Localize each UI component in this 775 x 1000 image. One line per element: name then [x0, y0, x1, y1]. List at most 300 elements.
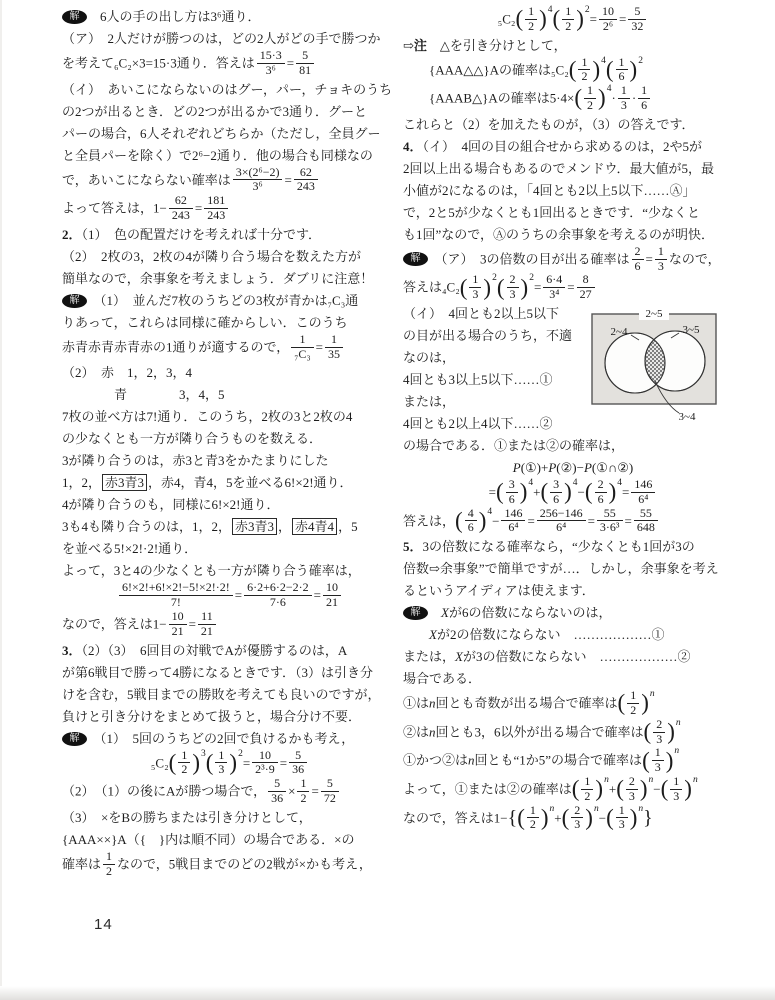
denominator: 2 — [630, 702, 637, 717]
text-run: パーの場合，6人それぞれどちらか（ただし，全員グー — [62, 125, 381, 141]
numerator: 8 — [577, 273, 595, 288]
text-run: (①)+ — [520, 459, 549, 475]
paren-fraction — [168, 747, 206, 779]
denominator: 3 — [657, 258, 664, 273]
text-line — [62, 450, 398, 472]
denominator: 2 — [181, 762, 188, 777]
text-line — [403, 274, 743, 303]
text-line — [62, 640, 398, 662]
paren-fraction — [606, 802, 644, 834]
numerator: 146 — [631, 478, 655, 493]
text-line — [62, 428, 398, 450]
fraction — [215, 749, 227, 778]
text-run: ₅C₂ — [150, 754, 169, 770]
fraction — [577, 273, 595, 302]
text-run: なので，5戦目までのどの2戦が×かも考え， — [117, 856, 372, 872]
close-paren: ) — [639, 776, 648, 802]
text-run: = — [284, 171, 292, 187]
text-run: なのは， — [403, 349, 456, 365]
fraction — [469, 273, 481, 302]
text-run: = — [279, 754, 288, 770]
exponent: 4 — [572, 477, 578, 488]
denominator: 3 — [620, 97, 627, 112]
paren-fraction — [205, 747, 243, 779]
text-run: = — [315, 339, 323, 355]
numerator: 2 — [595, 478, 607, 493]
close-paren: ) — [564, 479, 572, 505]
exponent: n — [593, 803, 599, 814]
exponent: 4 — [528, 477, 534, 488]
denominator: 3⁴ — [549, 287, 560, 302]
text-run: (②)− — [556, 459, 584, 475]
text-run: （2）（3） 6回目の対戦でAが優勝するのは，A — [81, 642, 348, 658]
open-paren: ( — [642, 747, 650, 773]
scan-bottom-shadow — [0, 986, 775, 1000]
text-run: なので，答えは1− — [62, 616, 167, 632]
boxed-text: 赤4青4 — [292, 518, 337, 535]
venn-label-left-set: 2~4 — [610, 325, 628, 338]
text-line — [62, 778, 398, 807]
close-paren: ) — [608, 479, 617, 505]
text-line — [403, 505, 743, 537]
fraction — [291, 333, 313, 362]
close-paren: ) — [598, 85, 606, 111]
denominator: 3 — [628, 788, 635, 803]
numerator: 256−146 — [537, 507, 586, 522]
text-run: = — [567, 279, 575, 295]
text-line — [62, 362, 398, 384]
text-line — [403, 435, 743, 457]
fraction — [178, 749, 190, 778]
exponent: 2 — [529, 273, 534, 284]
paren-fraction — [584, 476, 622, 508]
text-run: = — [587, 512, 595, 528]
open-paren: ( — [584, 479, 593, 505]
open-paren: ( — [606, 804, 614, 830]
numerator: 62 — [294, 166, 318, 181]
fraction — [670, 775, 682, 804]
open-paren: ( — [643, 719, 652, 745]
fraction — [550, 478, 562, 507]
open-paren: ( — [455, 507, 463, 533]
text-run: なので，答えは1− — [403, 809, 508, 825]
denominator: 3 — [654, 760, 661, 775]
boxed-text: 赤3青3 — [102, 474, 147, 491]
text-run: = — [194, 200, 203, 216]
denominator: 35 — [327, 346, 340, 361]
text-run: ②は — [403, 724, 430, 740]
text-line — [62, 224, 398, 246]
text-run: るというアイディアは使えます． — [403, 583, 595, 599]
numerator: 10 — [599, 5, 617, 20]
close-paren: ) — [667, 719, 675, 745]
close-paren: ) — [629, 56, 638, 82]
text-run: = — [533, 279, 542, 295]
text-line — [403, 369, 587, 391]
fraction — [628, 5, 646, 34]
bold-text: 2． — [62, 226, 82, 242]
fraction — [297, 777, 309, 806]
text-run: + — [608, 781, 617, 797]
numerator: 10 — [169, 610, 187, 625]
numerator: 181 — [204, 194, 228, 209]
paren-fraction — [660, 773, 698, 805]
numerator: 1 — [469, 273, 481, 288]
denominator: 3 — [618, 817, 625, 832]
text-run: × — [288, 783, 296, 799]
text-line — [62, 145, 398, 167]
text-run: = — [234, 587, 243, 603]
text-run: 小値が2になるのは，「4回とも2以上5以下……Ⓐ」 — [403, 182, 696, 198]
text-run: または， — [403, 393, 456, 409]
denominator: 6 — [467, 520, 474, 535]
text-run: が第6戦目で勝って4勝になるときです．（3）は引き分 — [62, 664, 373, 680]
numerator: 5 — [296, 49, 314, 64]
fraction — [537, 507, 586, 536]
numerator: 1 — [652, 746, 664, 761]
fraction — [543, 273, 565, 302]
denominator: 6 — [641, 97, 648, 112]
numerator: 1 — [616, 56, 628, 71]
denominator: 2 — [565, 18, 572, 33]
text-run: ，5 — [338, 519, 358, 535]
denominator: 3 — [574, 817, 581, 832]
formula-line — [62, 582, 398, 611]
fraction — [244, 581, 312, 610]
numerator: 1 — [291, 333, 313, 348]
text-line — [62, 195, 398, 224]
numerator: 1 — [578, 56, 590, 71]
numerator: 15·3 — [257, 49, 285, 64]
text-run: 3も4も隣り合うのは，1，2， — [62, 519, 232, 535]
numerator: 2 — [632, 245, 644, 260]
text-run: （1） 5回のうちどの2回で負けるかも考え， — [87, 730, 355, 746]
numerator: 6·4 — [543, 273, 565, 288]
paren-fraction — [568, 54, 606, 86]
numerator: 10 — [323, 581, 341, 596]
numerator: 6!×2!+6!×2!−5!×2!·2! — [119, 581, 233, 596]
text-run: = — [311, 783, 319, 799]
text-run: {AAAB△}Aの確率は5·4× — [403, 90, 575, 106]
text-run: （イ） 4回の目の組合せから求めるのは，2や5が — [422, 138, 703, 154]
text-line — [62, 608, 398, 640]
figure-adjacent-text — [403, 303, 587, 435]
close-paren: ) — [483, 274, 492, 300]
fraction — [289, 749, 307, 778]
denominator: 6⁴ — [638, 491, 649, 506]
denominator: 3 — [218, 762, 225, 777]
numerator: 1 — [584, 84, 596, 99]
paren-fraction — [515, 6, 552, 35]
close-paren: ) — [684, 776, 692, 802]
fraction — [525, 5, 537, 34]
denominator: 7! — [170, 595, 181, 610]
denominator: 2³·9 — [255, 762, 275, 777]
text-line — [403, 347, 587, 369]
text-line — [403, 602, 743, 624]
text-line — [62, 706, 398, 728]
paren-fraction — [497, 274, 534, 303]
numerator: 1 — [618, 84, 630, 99]
text-run — [428, 605, 441, 620]
text-line — [62, 494, 398, 516]
text-line — [62, 662, 398, 684]
numerator: 11 — [198, 610, 216, 625]
close-paren: ) — [592, 56, 601, 82]
text-run: 3の倍数になる確率なら，“少なくとも1回が3の — [422, 539, 695, 555]
fraction — [638, 84, 650, 113]
exponent: 4 — [547, 5, 553, 15]
fraction — [527, 804, 539, 833]
numerator: 1 — [581, 775, 593, 790]
close-paren: ) — [478, 507, 487, 533]
boxed-text: 赤3青3 — [232, 518, 277, 535]
text-run: よって，①または②の確率は — [403, 781, 572, 797]
text-run: よって答えは，1− — [62, 200, 167, 216]
formula-line — [62, 747, 398, 779]
paren-fraction — [618, 690, 655, 719]
numerator: 3 — [550, 478, 562, 493]
text-line — [403, 54, 743, 86]
text-run: = — [242, 754, 251, 770]
text-run: （1） 並んだ7枚のうちどの3枚が青かは₇C₃通 — [87, 292, 359, 308]
close-paren: ) — [229, 749, 238, 775]
text-run: の2つが出るとき．どの2つが出るかで3通り．グーと — [62, 103, 367, 119]
fraction — [616, 804, 628, 833]
fraction — [581, 775, 593, 804]
figure-slot — [587, 303, 743, 427]
fraction — [616, 56, 628, 85]
paren-fraction — [540, 476, 578, 508]
exponent: 2 — [638, 55, 643, 66]
solution-badge: 解 — [62, 10, 87, 24]
text-line — [403, 413, 587, 435]
text-run: 1，2， — [62, 475, 102, 491]
text-line — [62, 516, 398, 538]
numerator: 5 — [628, 5, 646, 20]
denominator: 3 — [673, 788, 680, 803]
text-line — [62, 6, 398, 28]
text-run: 倍数⇨余事象”で簡単ですが…．しかし，余事象を考え — [403, 561, 719, 577]
denominator: 648 — [636, 520, 655, 535]
text-line — [62, 123, 398, 145]
math-variable: P — [548, 459, 557, 475]
text-line — [403, 391, 587, 413]
close-paren: ) — [519, 479, 528, 505]
text-run: も1回”なので，Ⓐのうちの余事象を考えるのが明快． — [403, 226, 715, 242]
numerator: 1 — [655, 245, 667, 260]
numerator: 1 — [103, 850, 115, 865]
denominator: 6 — [597, 491, 604, 506]
numerator: 1 — [325, 333, 343, 348]
text-run: − — [598, 809, 607, 825]
text-run: − — [492, 512, 500, 528]
left-column — [62, 6, 398, 879]
text-line — [62, 290, 398, 312]
fraction — [268, 777, 286, 806]
fraction — [571, 804, 583, 833]
exponent: n — [675, 717, 681, 728]
fraction — [323, 581, 341, 610]
close-paren: ) — [595, 776, 604, 802]
text-line — [62, 829, 398, 851]
text-run: ，赤4，青4，5を並べる6!×2!通り． — [148, 475, 353, 491]
text-run: けを含む，5戦目までの勝敗を考えても良いのですが， — [62, 686, 381, 702]
text-line — [62, 807, 398, 829]
text-run: − — [577, 484, 585, 500]
text-run: = — [621, 484, 630, 500]
denominator: 2 — [528, 18, 535, 33]
math-variable: X — [455, 649, 463, 665]
text-line — [62, 312, 398, 334]
math-variable: n — [429, 695, 436, 711]
text-run: = — [527, 512, 535, 528]
math-variable: n — [429, 724, 436, 740]
denominator: 2 — [587, 97, 594, 112]
open-paren: ( — [617, 690, 626, 716]
text-with-figure-row — [403, 303, 743, 435]
text-run: 4回とも2以上4以下……② — [403, 415, 553, 431]
text-run: が2の倍数にならない ………………① — [436, 627, 665, 643]
open-paren: ( — [496, 479, 504, 505]
paren-fraction — [561, 802, 599, 834]
paren-fraction — [571, 773, 609, 805]
text-run: {AAA××}A（{ }内は順不同）の場合である．×の — [62, 831, 355, 847]
numerator: 2 — [653, 718, 665, 733]
numerator: 1 — [670, 775, 682, 790]
fraction — [252, 749, 278, 778]
numerator: 62 — [169, 194, 193, 209]
numerator: 5 — [321, 777, 339, 792]
text-line — [403, 243, 743, 275]
text-run: を考えて₆C₂×3=15·3通り．答えは — [62, 55, 255, 71]
text-run: = — [624, 512, 632, 528]
right-column — [403, 6, 743, 833]
exponent: n — [638, 803, 644, 814]
fraction — [465, 507, 477, 536]
text-line — [403, 690, 743, 719]
text-run: 答えは₄C₂ — [403, 279, 460, 295]
fraction — [204, 194, 228, 223]
solution-badge: 解 — [403, 606, 428, 620]
fraction — [618, 84, 630, 113]
numerator: 55 — [597, 507, 623, 522]
text-run: ₅C₂ — [497, 11, 516, 27]
text-run: 答えは， — [403, 512, 456, 528]
text-run: 4が隣り合うのも，同様に6!×2!通り． — [62, 497, 280, 513]
fraction — [655, 245, 667, 274]
text-line — [403, 303, 587, 325]
denominator: 6 — [508, 491, 515, 506]
denominator: 3 — [472, 287, 479, 302]
numerator: 146 — [501, 507, 525, 522]
denominator: 32 — [631, 18, 644, 33]
numerator: 1 — [525, 5, 537, 20]
text-run: = — [618, 11, 627, 27]
numerator: 5 — [268, 777, 286, 792]
numerator: 2 — [571, 804, 583, 819]
numerator: 1 — [527, 804, 539, 819]
exponent: n — [692, 774, 698, 785]
text-line — [403, 536, 743, 558]
text-run: · — [611, 90, 616, 106]
text-run: （ア） 3の倍数の目が出る確率は — [428, 251, 630, 267]
text-run: （3） ×をBの勝ちまたは引き分けとして， — [62, 809, 312, 825]
text-line — [62, 246, 398, 268]
open-paren: ( — [568, 56, 577, 82]
denominator: 3 — [656, 731, 663, 746]
text-run: （1） 色の配置だけを考えれば十分です． — [81, 226, 321, 242]
denominator: 3⁶ — [252, 179, 263, 194]
open-paren: ( — [168, 749, 177, 775]
solution-badge: 解 — [62, 732, 87, 746]
fraction — [198, 610, 216, 639]
denominator: 6 — [634, 258, 641, 273]
text-run: 簡単なので，余事象を考えましょう．ダブリに注意！ — [62, 270, 374, 286]
text-line — [62, 848, 398, 880]
text-line — [62, 406, 398, 428]
open-paren: ( — [496, 274, 505, 300]
text-line — [403, 668, 743, 690]
denominator: 21 — [200, 623, 213, 638]
denominator: 21 — [326, 595, 339, 610]
text-line — [403, 202, 743, 224]
text-run: ， — [278, 519, 292, 535]
text-line — [403, 773, 743, 805]
text-run: 3が隣り合うのは，赤3と青3をかたまりにした — [62, 453, 329, 469]
text-run: ①は — [403, 695, 430, 711]
text-line — [403, 114, 743, 136]
text-run — [403, 627, 429, 642]
close-paren: ) — [641, 690, 649, 716]
text-run: △を引き分けとして， — [426, 37, 567, 53]
exponent: 4 — [487, 506, 493, 517]
text-run: （ア） 2人だけが勝つのは，どの2人がどの手で勝つか — [62, 31, 381, 46]
denominator: 2 — [584, 788, 591, 803]
text-run: が3の倍数にならない ………………② — [462, 649, 691, 665]
text-line — [62, 268, 398, 290]
exponent: n — [648, 774, 654, 785]
fraction — [652, 746, 664, 775]
paren-fraction — [517, 802, 555, 834]
open-paren: ( — [571, 776, 580, 802]
text-run: 回とも3，6以外が出る場合で確率は — [435, 724, 644, 740]
fraction — [653, 718, 665, 747]
text-line — [403, 325, 587, 347]
text-run: = — [188, 616, 196, 632]
close-paren: ) — [629, 804, 638, 830]
fraction — [595, 478, 607, 507]
big-brace: { — [507, 806, 518, 829]
text-run: よって，3と4の少なくとも一方が隣り合う確率は， — [62, 563, 361, 579]
fraction — [257, 49, 285, 78]
text-run: の少なくとも一方が隣り合うものを数える． — [62, 431, 323, 447]
text-line — [403, 158, 743, 180]
denominator: 6 — [553, 491, 560, 506]
text-line — [403, 580, 743, 602]
fraction — [296, 49, 314, 78]
text-run: = — [589, 11, 597, 27]
denominator: 81 — [299, 62, 312, 77]
fraction — [169, 610, 187, 639]
paren-fraction — [460, 274, 497, 303]
exponent: 2 — [238, 748, 243, 759]
close-paren: ) — [192, 749, 200, 775]
open-paren: ( — [574, 85, 583, 111]
text-run: = — [286, 55, 295, 71]
numerator: 1 — [178, 749, 190, 764]
text-line — [62, 331, 398, 363]
